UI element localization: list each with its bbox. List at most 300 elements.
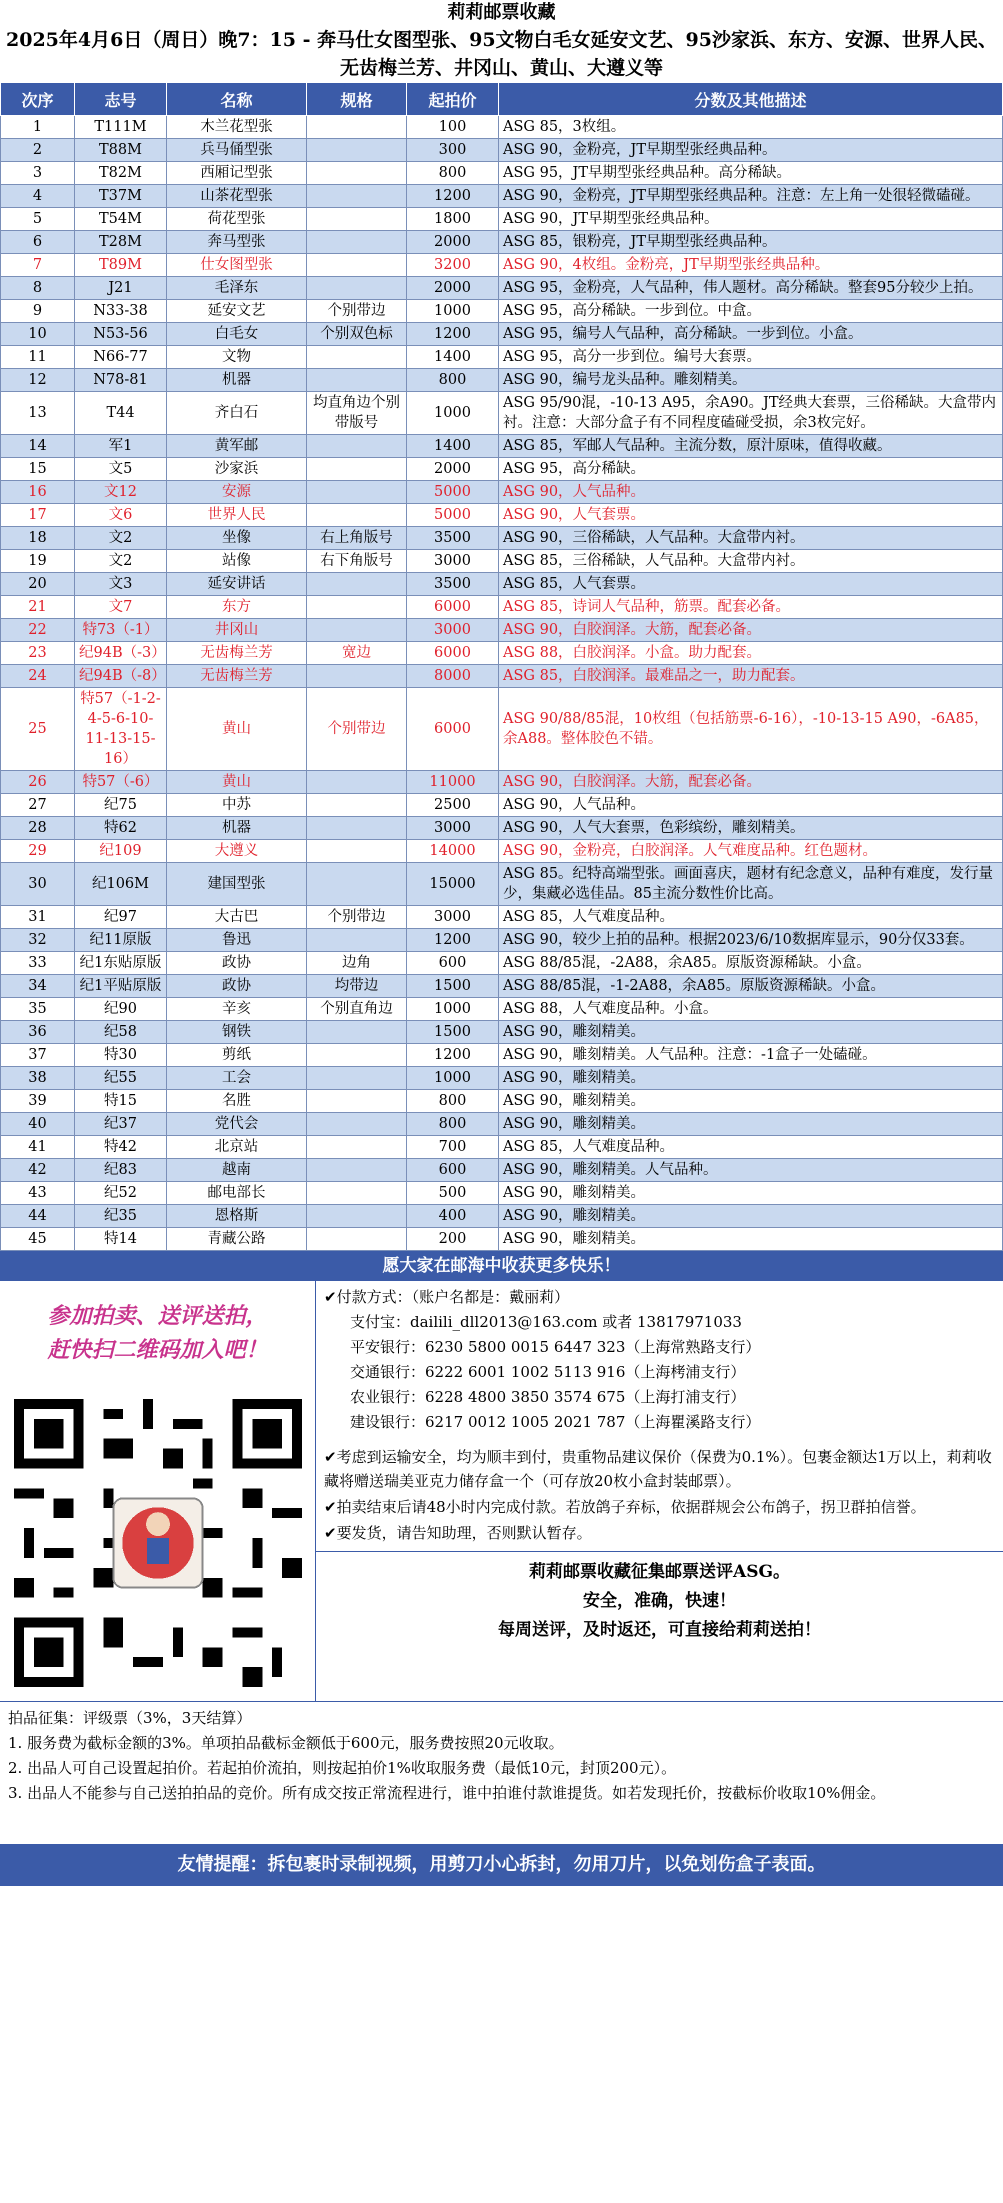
table-row: [1, 1228, 1003, 1251]
stamp-spec: [307, 596, 407, 619]
lot-description: ASG 90，雕刻精美。: [499, 1182, 1003, 1205]
footer-reminder: 友情提醒：拆包裹时录制视频，用剪刀小心拆封，勿用刀片，以免划伤盒子表面。: [0, 1844, 1003, 1886]
bank-account[interactable]: 交通银行：6222 6001 1002 5113 916（上海栲浦支行）: [350, 1363, 746, 1381]
stamp-spec: [307, 231, 407, 254]
stamp-spec: 右上角版号: [307, 527, 407, 550]
grading-promo-line: 每周送评，及时返还，可直接给莉莉送拍！: [498, 1620, 821, 1640]
stamp-name: 党代会: [167, 1113, 307, 1136]
stamp-spec: [307, 863, 407, 906]
lot-number: 24: [1, 665, 75, 688]
stamp-spec: [307, 481, 407, 504]
header-no: 次序: [1, 83, 75, 116]
lot-description: ASG 90，雕刻精美。: [499, 1067, 1003, 1090]
stamp-code: N66-77: [75, 346, 167, 369]
lot-description: ASG 95，高分稀缺。: [499, 458, 1003, 481]
table-row: [1, 1113, 1003, 1136]
stamp-code: T54M: [75, 208, 167, 231]
lot-description: ASG 90，三俗稀缺，人气品种。大盒带内衬。: [499, 527, 1003, 550]
stamp-spec: [307, 619, 407, 642]
lot-description: ASG 90，金粉亮，JT早期型张经典品种。: [499, 139, 1003, 162]
start-price: 800: [407, 1113, 499, 1136]
lot-number: 23: [1, 642, 75, 665]
start-price: 1800: [407, 208, 499, 231]
lot-number: 35: [1, 998, 75, 1021]
lot-number: 41: [1, 1136, 75, 1159]
stamp-spec: [307, 1205, 407, 1228]
stamp-spec: 边角: [307, 952, 407, 975]
lot-description: ASG 95/90混，-10-13 A95，余A90。JT经典大套票，三俗稀缺。大盒带内衬。注意：大部分盒子有不同程度磕碰受损，余3枚完好。: [499, 392, 1003, 435]
stamp-name: 无齿梅兰芳: [167, 665, 307, 688]
payment-panel: [316, 1281, 1003, 1701]
stamp-code: 纪35: [75, 1205, 167, 1228]
lot-number: 42: [1, 1159, 75, 1182]
table-row: [1, 929, 1003, 952]
start-price: 100: [407, 116, 499, 139]
rule-item: 3. 出品人不能参与自己送拍拍品的竞价。所有成交按正常流程进行，谁中拍谁付款谁提货。如若发现托价，按截标价收取10%佣金。: [8, 1784, 886, 1802]
header-code: 志号: [75, 83, 167, 116]
header-price: 起拍价: [407, 83, 499, 116]
start-price: 1400: [407, 346, 499, 369]
lot-description: ASG 85，人气难度品种。: [499, 906, 1003, 929]
lot-description: ASG 85，军邮人气品种。主流分数，原汁原味，值得收藏。: [499, 435, 1003, 458]
qr-panel: [0, 1281, 316, 1701]
stamp-spec: [307, 1021, 407, 1044]
stamp-code: T28M: [75, 231, 167, 254]
lot-description: ASG 95，高分稀缺。一步到位。中盒。: [499, 300, 1003, 323]
stamp-spec: [307, 1044, 407, 1067]
start-price: 1200: [407, 929, 499, 952]
lot-number: 27: [1, 794, 75, 817]
lot-number: 36: [1, 1021, 75, 1044]
lot-description: ASG 90，白胶润泽。大筋，配套必备。: [499, 619, 1003, 642]
stamp-code: N78-81: [75, 369, 167, 392]
lot-description: ASG 95，金粉亮，人气品种，伟人题材。高分稀缺。整套95分较少上拍。: [499, 277, 1003, 300]
lot-number: 8: [1, 277, 75, 300]
lot-description: ASG 85，人气套票。: [499, 573, 1003, 596]
stamp-spec: [307, 929, 407, 952]
stamp-name: 政协: [167, 975, 307, 998]
lot-description: ASG 90，雕刻精美。: [499, 1205, 1003, 1228]
lot-number: 11: [1, 346, 75, 369]
table-row: [1, 300, 1003, 323]
stamp-name: 邮电部长: [167, 1182, 307, 1205]
start-price: 1000: [407, 392, 499, 435]
stamp-name: 山茶花型张: [167, 185, 307, 208]
table-row: [1, 458, 1003, 481]
lot-description: ASG 95，编号人气品种，高分稀缺。一步到位。小盒。: [499, 323, 1003, 346]
stamp-name: 建国型张: [167, 863, 307, 906]
table-row: [1, 323, 1003, 346]
payment-title: ✔付款方式：（账户名都是：戴丽莉）: [324, 1288, 570, 1306]
start-price: 500: [407, 1182, 499, 1205]
stamp-name: 木兰花型张: [167, 116, 307, 139]
lot-number: 2: [1, 139, 75, 162]
info-section: [0, 1281, 1003, 1702]
stamp-name: 文物: [167, 346, 307, 369]
grading-promo-line: 安全，准确，快速！: [583, 1591, 736, 1611]
header-desc: 分数及其他描述: [499, 83, 1003, 116]
stamp-spec: [307, 840, 407, 863]
table-row: [1, 688, 1003, 771]
lot-number: 44: [1, 1205, 75, 1228]
stamp-name: 黄山: [167, 771, 307, 794]
lot-number: 14: [1, 435, 75, 458]
stamp-name: 站像: [167, 550, 307, 573]
start-price: 700: [407, 1136, 499, 1159]
lot-number: 22: [1, 619, 75, 642]
lot-number: 45: [1, 1228, 75, 1251]
table-row: [1, 1090, 1003, 1113]
start-price: 15000: [407, 863, 499, 906]
stamp-spec: [307, 504, 407, 527]
stamp-name: 大遵义: [167, 840, 307, 863]
lot-number: 6: [1, 231, 75, 254]
stamp-name: 青藏公路: [167, 1228, 307, 1251]
stamp-spec: [307, 771, 407, 794]
stamp-code: 文6: [75, 504, 167, 527]
lot-description: ASG 88/85混，-2A88，余A85。原版资源稀缺。小盒。: [499, 952, 1003, 975]
stamp-code: 文7: [75, 596, 167, 619]
stamp-code: 纪1平贴原版: [75, 975, 167, 998]
stamp-name: 中苏: [167, 794, 307, 817]
table-row: [1, 527, 1003, 550]
stamp-spec: [307, 162, 407, 185]
header-spec: 规格: [307, 83, 407, 116]
table-row: [1, 906, 1003, 929]
table-row: [1, 392, 1003, 435]
start-price: 800: [407, 369, 499, 392]
stamp-code: 特14: [75, 1228, 167, 1251]
start-price: 1500: [407, 975, 499, 998]
bank-account[interactable]: 农业银行：6228 4800 3850 3574 675（上海打浦支行）: [350, 1388, 746, 1406]
lot-description: ASG 90，人气大套票，色彩缤纷，雕刻精美。: [499, 817, 1003, 840]
start-price: 6000: [407, 596, 499, 619]
page-subtitle: 2025年4月6日（周日）晚7：15 - 奔马仕女图型张、95文物白毛女延安文艺、95沙家浜、东方、安源、世界人民、无齿梅兰芳、井冈山、黄山、大遵义等: [6, 29, 997, 79]
lot-description: ASG 90，金粉亮，白胶润泽。人气难度品种。红色题材。: [499, 840, 1003, 863]
lot-number: 20: [1, 573, 75, 596]
lot-number: 15: [1, 458, 75, 481]
table-row: [1, 481, 1003, 504]
table-row: [1, 208, 1003, 231]
lot-description: ASG 90，编号龙头品种。雕刻精美。: [499, 369, 1003, 392]
bank-account[interactable]: 平安银行：6230 5800 0015 6447 323（上海常熟路支行）: [350, 1338, 761, 1356]
stamp-code: 文12: [75, 481, 167, 504]
stamp-spec: [307, 1067, 407, 1090]
rules-title: 拍品征集：评级票（3%，3天结算）: [8, 1709, 252, 1727]
table-row: [1, 1159, 1003, 1182]
lot-description: ASG 90，雕刻精美。: [499, 1228, 1003, 1251]
stamp-code: 特30: [75, 1044, 167, 1067]
stamp-code: 纪58: [75, 1021, 167, 1044]
table-row: [1, 162, 1003, 185]
stamp-name: 恩格斯: [167, 1205, 307, 1228]
stamp-code: 特73（-1）: [75, 619, 167, 642]
table-row: [1, 1044, 1003, 1067]
consignment-rules: [0, 1702, 1003, 1844]
stamp-code: T88M: [75, 139, 167, 162]
lot-description: ASG 90，雕刻精美。人气品种。注意：-1盒子一处磕碰。: [499, 1044, 1003, 1067]
table-row: [1, 1182, 1003, 1205]
lot-description: ASG 85。纪特高端型张。画面喜庆，题材有纪念意义，品种有难度，发行量少，集藏必选佳品。85主流分数性价比高。: [499, 863, 1003, 906]
lots-table: [0, 82, 1003, 1251]
stamp-name: 机器: [167, 817, 307, 840]
stamp-spec: [307, 665, 407, 688]
start-price: 14000: [407, 840, 499, 863]
lot-number: 32: [1, 929, 75, 952]
stamp-spec: [307, 1136, 407, 1159]
lot-description: ASG 90，人气套票。: [499, 504, 1003, 527]
grading-promo: [316, 1551, 1003, 1645]
alipay-account[interactable]: 支付宝：dailili_dll2013@163.com 或者 13817971033: [350, 1313, 742, 1331]
stamp-spec: [307, 1159, 407, 1182]
lot-number: 17: [1, 504, 75, 527]
stamp-spec: 均带边: [307, 975, 407, 998]
start-price: 3200: [407, 254, 499, 277]
stamp-name: 西厢记型张: [167, 162, 307, 185]
table-row: [1, 435, 1003, 458]
lot-description: ASG 90，白胶润泽。大筋，配套必备。: [499, 771, 1003, 794]
lot-number: 13: [1, 392, 75, 435]
join-slogan-line2: 赶快扫二维码加入吧！: [47, 1337, 268, 1363]
table-row: [1, 771, 1003, 794]
lot-description: ASG 90，人气品种。: [499, 794, 1003, 817]
stamp-code: 文5: [75, 458, 167, 481]
lot-description: ASG 88，白胶润泽。小盒。助力配套。: [499, 642, 1003, 665]
lot-description: ASG 90，雕刻精美。: [499, 1113, 1003, 1136]
page-title: 莉莉邮票收藏: [447, 2, 556, 23]
table-row: [1, 369, 1003, 392]
stamp-name: 机器: [167, 369, 307, 392]
lots-body: [1, 116, 1003, 1251]
table-row: [1, 952, 1003, 975]
start-price: 2000: [407, 458, 499, 481]
table-row: [1, 642, 1003, 665]
lot-number: 1: [1, 116, 75, 139]
stamp-spec: 个别带边: [307, 688, 407, 771]
stamp-code: 纪94B（-8）: [75, 665, 167, 688]
lot-description: ASG 90，4枚组。金粉亮，JT早期型张经典品种。: [499, 254, 1003, 277]
stamp-name: 名胜: [167, 1090, 307, 1113]
table-row: [1, 975, 1003, 998]
stamp-spec: [307, 1228, 407, 1251]
start-price: 1000: [407, 998, 499, 1021]
stamp-code: 纪52: [75, 1182, 167, 1205]
lot-number: 3: [1, 162, 75, 185]
start-price: 8000: [407, 665, 499, 688]
stamp-code: 纪90: [75, 998, 167, 1021]
start-price: 3000: [407, 619, 499, 642]
lot-description: ASG 90，较少上拍的品种。根据2023/6/10数据库显示，90分仅33套。: [499, 929, 1003, 952]
table-row: [1, 185, 1003, 208]
stamp-spec: [307, 573, 407, 596]
start-price: 3000: [407, 817, 499, 840]
table-row: [1, 998, 1003, 1021]
stamp-spec: [307, 1182, 407, 1205]
stamp-name: 荷花型张: [167, 208, 307, 231]
stamp-name: 辛亥: [167, 998, 307, 1021]
stamp-spec: 个别直角边: [307, 998, 407, 1021]
stamp-name: 东方: [167, 596, 307, 619]
stamp-code: 纪55: [75, 1067, 167, 1090]
lot-number: 16: [1, 481, 75, 504]
start-price: 2000: [407, 231, 499, 254]
stamp-name: 工会: [167, 1067, 307, 1090]
stamp-code: 纪1东贴原版: [75, 952, 167, 975]
table-row: [1, 139, 1003, 162]
bank-account[interactable]: 建设银行：6217 0012 1005 2021 787（上海瞿溪路支行）: [350, 1413, 761, 1431]
stamp-spec: [307, 458, 407, 481]
lot-number: 43: [1, 1182, 75, 1205]
stamp-spec: [307, 277, 407, 300]
lot-number: 31: [1, 906, 75, 929]
table-header-row: [1, 83, 1003, 116]
stamp-spec: [307, 185, 407, 208]
stamp-name: 延安讲话: [167, 573, 307, 596]
stamp-spec: [307, 1113, 407, 1136]
lot-description: ASG 95，高分一步到位。编号大套票。: [499, 346, 1003, 369]
start-price: 1200: [407, 323, 499, 346]
stamp-name: 沙家浜: [167, 458, 307, 481]
table-row: [1, 817, 1003, 840]
table-row: [1, 1136, 1003, 1159]
stamp-spec: [307, 139, 407, 162]
stamp-code: 文2: [75, 527, 167, 550]
stamp-name: 齐白石: [167, 392, 307, 435]
stamp-name: 兵马俑型张: [167, 139, 307, 162]
lot-description: ASG 90，雕刻精美。: [499, 1090, 1003, 1113]
start-price: 800: [407, 162, 499, 185]
start-price: 6000: [407, 688, 499, 771]
stamp-code: 特62: [75, 817, 167, 840]
stamp-spec: 均直角边个别带版号: [307, 392, 407, 435]
stamp-code: 特15: [75, 1090, 167, 1113]
stamp-spec: 个别双色标: [307, 323, 407, 346]
start-price: 1500: [407, 1021, 499, 1044]
stamp-name: 坐像: [167, 527, 307, 550]
lot-description: ASG 88，人气难度品种。小盒。: [499, 998, 1003, 1021]
stamp-code: 纪106M: [75, 863, 167, 906]
stamp-name: 延安文艺: [167, 300, 307, 323]
stamp-name: 剪纸: [167, 1044, 307, 1067]
lot-description: ASG 95，JT早期型张经典品种。高分稀缺。: [499, 162, 1003, 185]
stamp-code: 纪109: [75, 840, 167, 863]
lot-number: 21: [1, 596, 75, 619]
stamp-spec: [307, 208, 407, 231]
stamp-name: 大古巴: [167, 906, 307, 929]
stamp-code: T89M: [75, 254, 167, 277]
stamp-spec: 个别带边: [307, 300, 407, 323]
start-price: 1200: [407, 1044, 499, 1067]
start-price: 3500: [407, 527, 499, 550]
lot-number: 29: [1, 840, 75, 863]
stamp-code: N33-38: [75, 300, 167, 323]
stamp-name: 北京站: [167, 1136, 307, 1159]
lot-description: ASG 85，三俗稀缺，人气品种。大盒带内衬。: [499, 550, 1003, 573]
start-price: 300: [407, 139, 499, 162]
stamp-code: T82M: [75, 162, 167, 185]
stamp-code: 特57（-1-2-4-5-6-10-11-13-15-16）: [75, 688, 167, 771]
start-price: 5000: [407, 481, 499, 504]
start-price: 1200: [407, 185, 499, 208]
start-price: 200: [407, 1228, 499, 1251]
delivery-note: ✔要发货，请告知助理，否则默认暂存。: [324, 1524, 592, 1542]
stamp-name: 仕女图型张: [167, 254, 307, 277]
stamp-code: J21: [75, 277, 167, 300]
start-price: 5000: [407, 504, 499, 527]
lot-number: 10: [1, 323, 75, 346]
stamp-spec: [307, 254, 407, 277]
stamp-name: 黄山: [167, 688, 307, 771]
stamp-code: 纪83: [75, 1159, 167, 1182]
join-slogan-line1: 参加拍卖、送评送拍，: [47, 1303, 268, 1329]
stamp-code: 文2: [75, 550, 167, 573]
start-price: 1400: [407, 435, 499, 458]
table-row: [1, 1205, 1003, 1228]
grading-promo-line: 莉莉邮票收藏征集邮票送评ASG。: [529, 1562, 790, 1582]
start-price: 2000: [407, 277, 499, 300]
table-row: [1, 863, 1003, 906]
table-row: [1, 231, 1003, 254]
stamp-name: 鲁迅: [167, 929, 307, 952]
start-price: 3500: [407, 573, 499, 596]
stamp-code: 纪75: [75, 794, 167, 817]
start-price: 3000: [407, 550, 499, 573]
join-slogan: [0, 1299, 315, 1367]
lot-number: 33: [1, 952, 75, 975]
table-row: [1, 619, 1003, 642]
lot-number: 34: [1, 975, 75, 998]
table-row: [1, 277, 1003, 300]
lot-number: 37: [1, 1044, 75, 1067]
stamp-code: T111M: [75, 116, 167, 139]
stamp-code: T37M: [75, 185, 167, 208]
stamp-code: 文3: [75, 573, 167, 596]
stamp-spec: [307, 794, 407, 817]
stamp-code: 纪37: [75, 1113, 167, 1136]
shipping-note: ✔考虑到运输安全，均为顺丰到付，贵重物品建议保价（保费为0.1%）。包裹金额达1万以上，莉莉收藏将赠送瑞美亚克力储存盒一个（可存放20枚小盒封装邮票）。: [324, 1448, 992, 1490]
stamp-spec: [307, 1090, 407, 1113]
table-row: [1, 254, 1003, 277]
table-row: [1, 116, 1003, 139]
start-price: 1000: [407, 1067, 499, 1090]
stamp-spec: [307, 817, 407, 840]
lot-number: 19: [1, 550, 75, 573]
lot-number: 30: [1, 863, 75, 906]
lot-description: ASG 90，人气品种。: [499, 481, 1003, 504]
table-row: [1, 550, 1003, 573]
stamp-spec: 个别带边: [307, 906, 407, 929]
stamp-spec: 右下角版号: [307, 550, 407, 573]
lot-description: ASG 85，银粉亮，JT早期型张经典品种。: [499, 231, 1003, 254]
lot-number: 39: [1, 1090, 75, 1113]
stamp-name: 世界人民: [167, 504, 307, 527]
table-row: [1, 1021, 1003, 1044]
start-price: 1000: [407, 300, 499, 323]
lot-number: 12: [1, 369, 75, 392]
lot-number: 25: [1, 688, 75, 771]
start-price: 600: [407, 1159, 499, 1182]
qr-code-icon[interactable]: [14, 1399, 302, 1687]
table-row: [1, 504, 1003, 527]
lot-number: 7: [1, 254, 75, 277]
stamp-name: 钢铁: [167, 1021, 307, 1044]
banner: 愿大家在邮海中收获更多快乐！: [0, 1251, 1003, 1281]
start-price: 6000: [407, 642, 499, 665]
table-row: [1, 665, 1003, 688]
lot-description: ASG 90，雕刻精美。: [499, 1021, 1003, 1044]
table-row: [1, 794, 1003, 817]
start-price: 2500: [407, 794, 499, 817]
